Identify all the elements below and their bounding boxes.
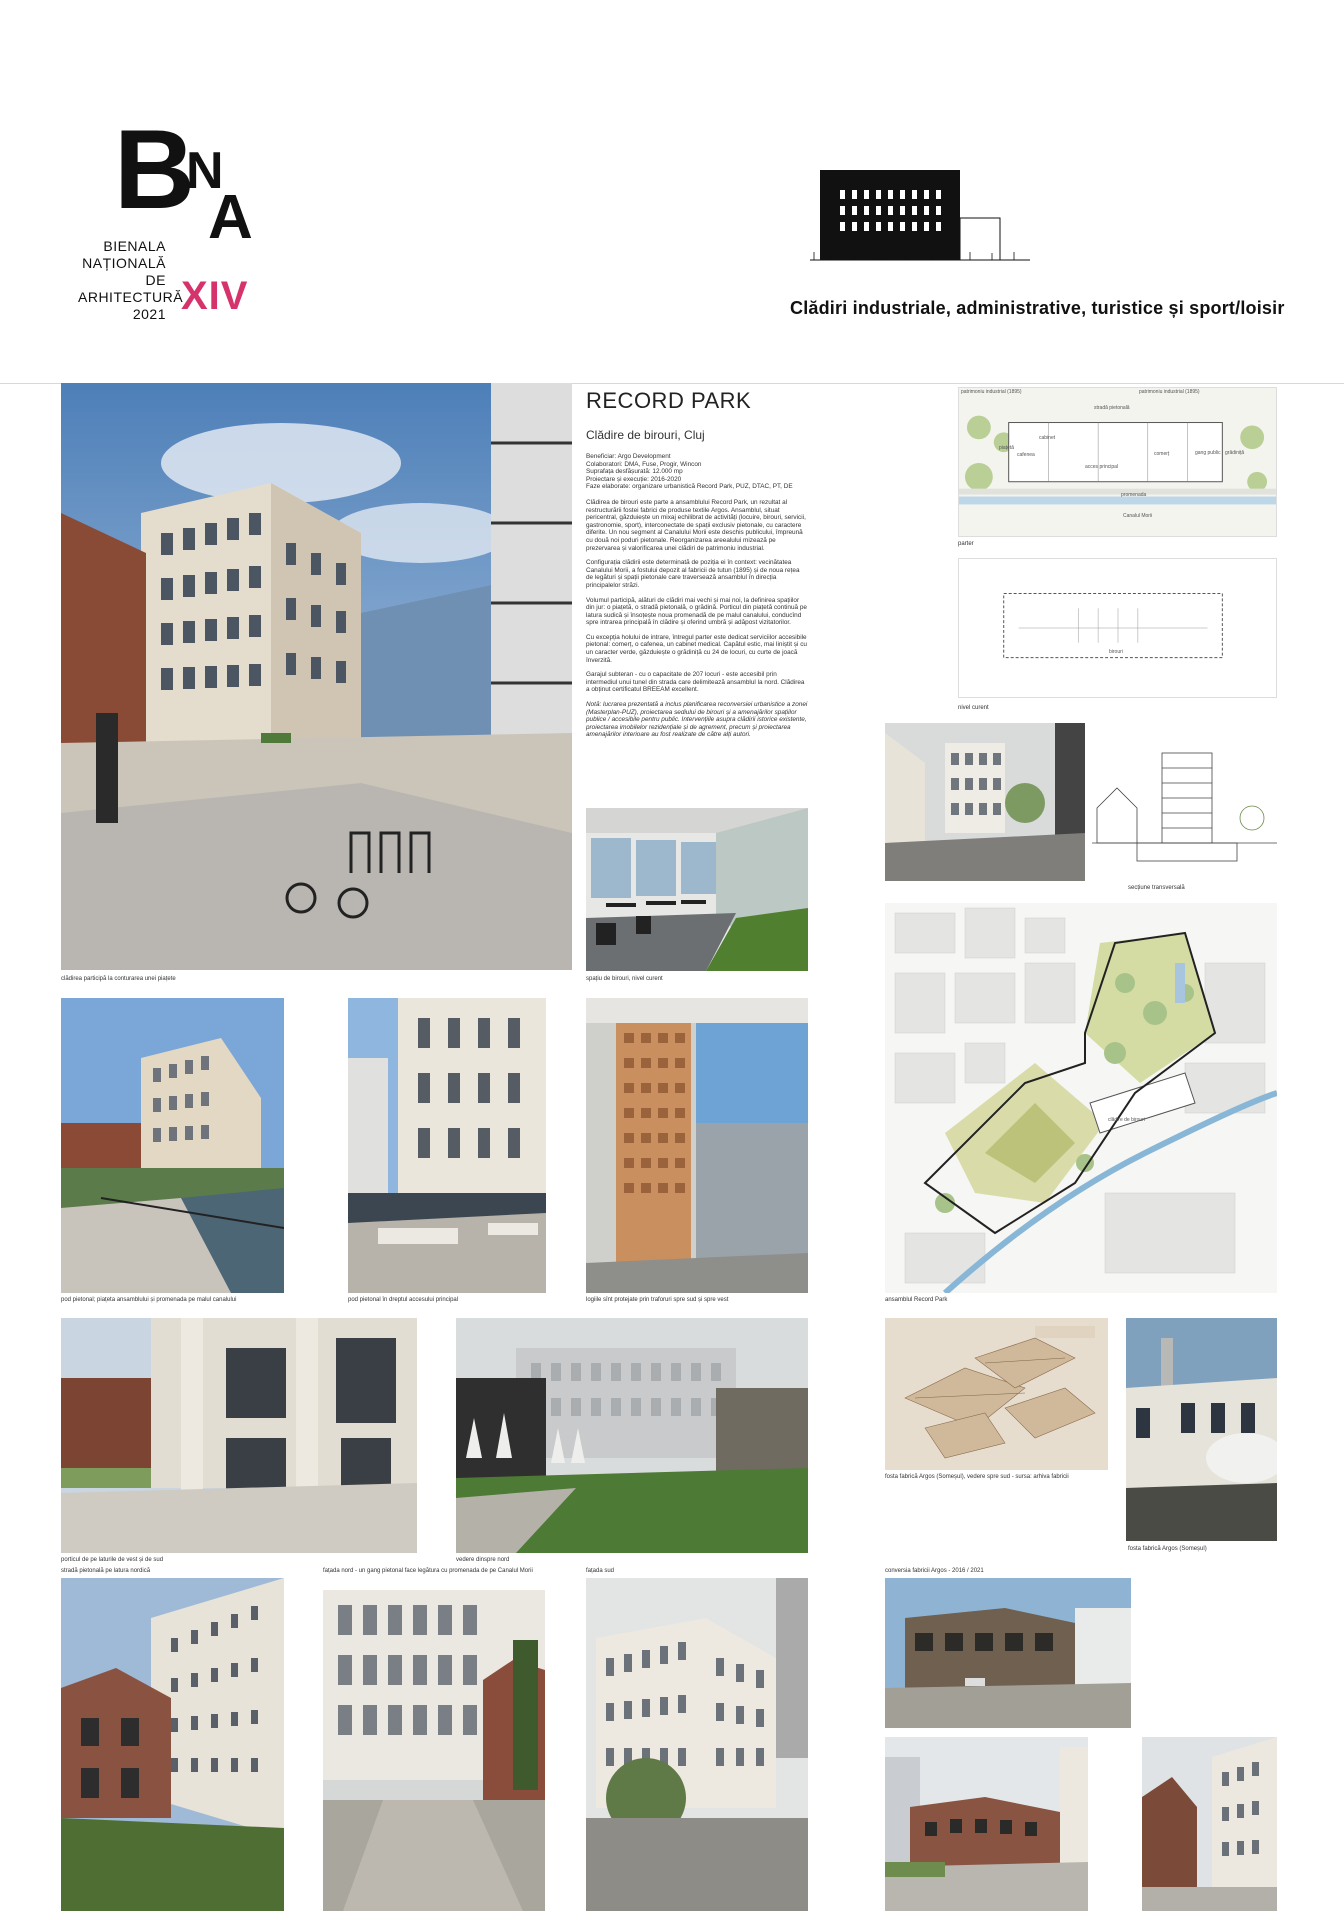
- plan-label-cafe: cafenea: [1017, 452, 1035, 458]
- project-subtitle: Clădire de birouri, Cluj: [586, 428, 705, 442]
- plan-label-gang-public: gang public: [1195, 450, 1221, 456]
- caption-ped-street: stradă pietonală pe latura nordică: [61, 1568, 151, 1574]
- photo-conversion-1: [885, 1578, 1131, 1728]
- photo-main-square: [61, 383, 572, 970]
- caption-loggias: logiile sînt protejate prin traforuri spre sud și spre vest: [586, 1297, 729, 1303]
- description-paragraph: Configurația clădirii este determinată de poziția ei în context: vecinătatea Canalului Morii, a fostului depozit al fabricii de tutun (1895) și de noua rețea de legături și spații pietonale care traversează ansamblul în direcția principalelor străzi.: [586, 559, 800, 589]
- caption-ground-floor: parter: [958, 541, 974, 547]
- edition-badge: XIV: [181, 274, 249, 318]
- logo-line: 2021: [132, 306, 166, 322]
- logo-text: [78, 238, 184, 323]
- plan-label-cabinet: cabinet: [1039, 435, 1056, 441]
- caption-main: clădirea participă la conturarea unei piațete: [61, 976, 176, 982]
- photo-conversion-3: [1142, 1737, 1277, 1911]
- plan-label-canal: Canalul Morii: [1123, 513, 1153, 519]
- caption-masterplan: ansamblul Record Park: [885, 1297, 948, 1303]
- meta-line: Proiectare și execuție: 2016-2020: [586, 475, 682, 483]
- meta-line: Colaboratori: DMA, Fuse, Progir, Wincon: [586, 460, 702, 468]
- plan-ground-floor: [958, 387, 1277, 537]
- description-paragraph: Cu excepția holului de intrare, întregul parter este dedicat serviciilor accesibile pietonal: comerț, o cafenea, un cabinet medical. Capătul estic, mai liniștit și cu un caracter verde, găzduiește o grădiniță cu 24 de locuri, cu curte de joacă înverzită.: [586, 633, 807, 664]
- description-paragraph: Clădirea de birouri este parte a ansamblului Record Park, un rezultat al restructurării fostei fabrici de produse textile Argos. Ansamblul, situat pericentral, găzduiește un mixaj echilibrat de activități (locuire, birouri, servicii, gastronomie, sport), interconectate de spații exclusiv pietonale, cu caractere diferite. Un nou segment al Canalului Morii este deschis publicului, împreună cu două noi poduri pietonale. Reorganizarea areealului mizează pe prezervarea și valorificarea unei clădiri de patrimoniu industrial.: [586, 498, 806, 552]
- plan-label-kindergarten: grădiniță: [1225, 450, 1245, 456]
- logo-line: NAȚIONALĂ: [82, 255, 166, 271]
- photo-conversion-2: [885, 1737, 1088, 1911]
- photo-north-facade: [323, 1590, 545, 1911]
- drawing-section: [1092, 723, 1277, 881]
- meta-line: Suprafața desfășurată: 12.000 mp: [586, 468, 683, 476]
- category-title: Clădiri industriale, administrative, turistice și sport/loisir: [790, 298, 1285, 318]
- caption-conversion: conversia fabricii Argos - 2016 / 2021: [885, 1568, 984, 1574]
- photo-loggias: [586, 998, 808, 1293]
- project-meta: [586, 453, 808, 491]
- photo-factory-historic: [1126, 1318, 1277, 1541]
- plan-label-commerce: comerț: [1154, 451, 1170, 457]
- meta-line: Faze elaborate: organizare urbanistică Record Park, PUZ, DTAC, PT, DE: [586, 483, 793, 491]
- photo-office-space: [586, 808, 808, 971]
- photo-ped-street: [61, 1578, 284, 1911]
- caption-factory-photo: fosta fabrică Argos (Someșul): [1128, 1546, 1207, 1552]
- caption-north-facade: fațada nord - un gang pietonal face legătura cu promenada de pe Canalul Morii: [323, 1568, 533, 1574]
- plan-label-pedestrian-street: stradă pietonală: [1094, 405, 1130, 411]
- logo-letter-n: N: [186, 142, 224, 200]
- plan-label-main-access: acces principal: [1085, 464, 1119, 470]
- caption-office-space: spațiu de birouri, nivel curent: [586, 976, 663, 982]
- masterplan-label-office: clădire de birouri: [1108, 1117, 1145, 1123]
- masterplan: [885, 903, 1277, 1293]
- caption-south-facade: fațada sud: [586, 1568, 615, 1574]
- photo-bridge-entrance: [348, 998, 546, 1293]
- bna-logo-mark: [110, 110, 290, 240]
- caption-north-view: vedere dinspre nord: [456, 1557, 510, 1563]
- caption-typical-floor: nivel curent: [958, 705, 989, 711]
- logo-letter-a: A: [208, 183, 253, 240]
- description-paragraph: Volumul participă, alături de clădiri mai vechi și mai noi, la definirea spațiilor din jur: o piațetă, o stradă pietonală, o grădină. Porticul din piațetă continuă pe latura sudică și însoțește noua promenadă de pe malul canalului, conducînd spre intrarea principală în clădire și oferind umbră și adăpost vizitatorilor.: [586, 596, 807, 627]
- description-note: Notă: lucrarea prezentată a inclus planificarea reconversiei urbanistice a zonei (Masterplan-PUZ), proiectarea sediului de birouri și a amenajărilor spațiilor publice / accesibile pentru public. Intervențiile asupra clădirii istorice existente, proiectarea imobilelor rezidențiale și de agrement, precum și proiectarea amenajărilor interioare au fost realizate de către alți autori.: [586, 701, 808, 739]
- project-description: [586, 453, 808, 746]
- drawing-factory-historic: [885, 1318, 1108, 1470]
- plan-typical-floor: [958, 558, 1277, 698]
- photo-portico: [61, 1318, 417, 1553]
- plan-label-square: piațetă: [999, 445, 1015, 451]
- description-paragraph: Garajul subteran - cu o capacitate de 207 locuri - este accesibil prin intermediul unui tunel din strada care delimitează ansamblul la nord. Clădirea a obținut certificatul BREEAM excellent.: [586, 671, 805, 694]
- caption-bridge-entrance: pod pietonal în dreptul accesului principal: [348, 1297, 459, 1303]
- caption-portico: porticul de pe laturile de vest și de sud: [61, 1557, 164, 1563]
- logo-line: BIENALA: [103, 238, 166, 254]
- building-category-icon: [810, 168, 1030, 278]
- caption-bridge-canal: pod pietonal; piațeta ansamblului și promenada pe malul canalului: [61, 1297, 237, 1303]
- logo-line: ARHITECTURĂ: [78, 289, 184, 305]
- photo-section-render: [885, 723, 1085, 881]
- photo-south-facade: [586, 1578, 808, 1911]
- logo-letter-b: B: [114, 110, 195, 232]
- caption-section: secțiune transversală: [1128, 885, 1185, 891]
- photo-bridge-canal: [61, 998, 284, 1293]
- caption-factory-drawing: fosta fabrică Argos (Someșul), vedere spre sud - sursa: arhiva fabricii: [885, 1474, 1069, 1480]
- plan-label-offices: birouri: [1109, 649, 1123, 655]
- meta-line: Beneficiar: Argo Development: [586, 453, 671, 460]
- plan-label-patrimony-2: patrimoniu industrial (1895): [1139, 389, 1200, 395]
- plan-label-patrimony: patrimoniu industrial (1895): [961, 389, 1022, 395]
- logo-line: DE: [145, 272, 166, 288]
- photo-north-view: [456, 1318, 808, 1553]
- project-title: RECORD PARK: [586, 388, 752, 413]
- plan-label-promenade: promenada: [1121, 492, 1147, 498]
